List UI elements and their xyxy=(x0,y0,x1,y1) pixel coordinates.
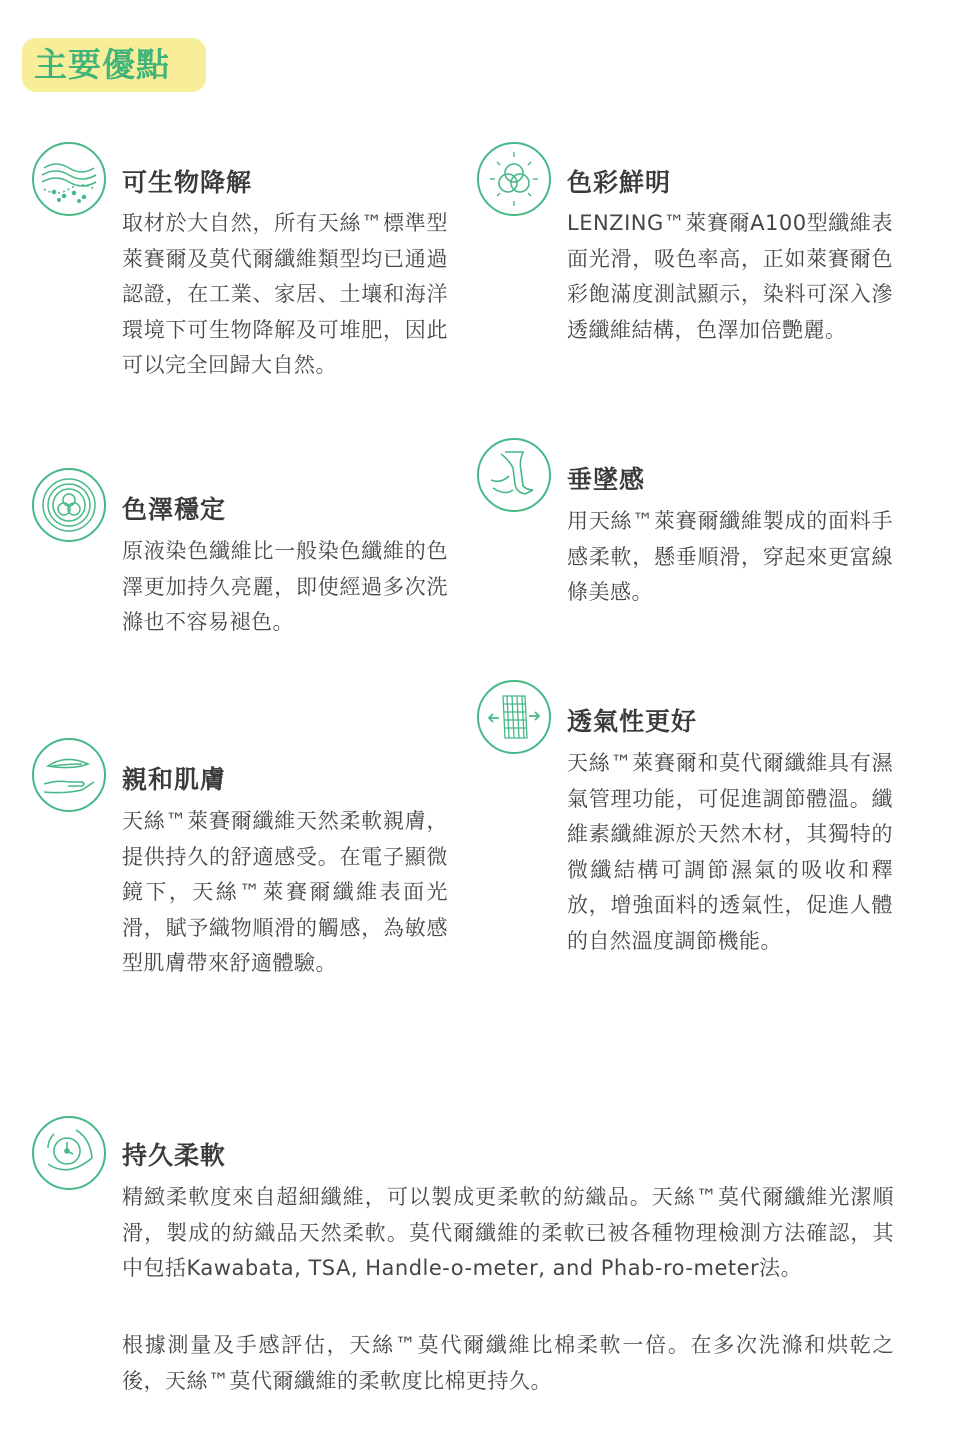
feature-body: 原液染色纖維比一般染色纖維的色澤更加持久亮麗，即使經過多次洗滌也不容易褪色。 xyxy=(122,539,448,634)
feature-heading: 色彩鮮明 xyxy=(567,168,672,197)
breathable-fabric-icon xyxy=(477,680,551,754)
feature-heading: 垂墜感 xyxy=(567,465,646,494)
feature-body-paragraph: 精緻柔軟度來自超細纖維，可以製成更柔軟的紡織品。天絲™莫代爾纖維光潔順滑，製成的紡織品天然柔軟。莫代爾纖維的柔軟已被各種物理檢測方法確認，其中包括Kawabata, TSA, Handle-o-meter, and Phab-ro-meter法。 xyxy=(122,1185,894,1280)
color-stable-icon xyxy=(32,468,106,542)
feature-heading: 親和肌膚 xyxy=(122,765,227,794)
feature-body: 天絲™萊賽爾和莫代爾纖維具有濕氣管理功能，可促進調節體溫。纖維素纖維源於天然木材，其獨特的微纖結構可調節濕氣的吸收和釋放，增強面料的透氣性，促進人體的自然溫度調節機能。 xyxy=(567,751,893,953)
feature-body-paragraph: 根據測量及手感評估，天絲™莫代爾纖維比棉柔軟一倍。在多次洗滌和烘乾之後，天絲™莫代爾纖維的柔軟度比棉更持久。 xyxy=(122,1333,894,1393)
feature-body: LENZING™萊賽爾A100型纖維表面光滑，吸色率高，正如萊賽爾色彩飽滿度測試顯示，染料可深入滲透纖維結構，色澤加倍艷麗。 xyxy=(567,211,893,342)
feature-body: 天絲™萊賽爾纖維天然柔軟親膚，提供持久的舒適感受。在電子顯微鏡下，天絲™萊賽爾纖維表面光滑，賦予織物順滑的觸感，為敏感型肌膚帶來舒適體驗。 xyxy=(122,809,448,975)
feature-body: 取材於大自然，所有天絲™標準型萊賽爾及莫代爾纖維類型均已通過認證，在工業、家居、土壤和海洋環境下可生物降解及可堆肥，因此可以完全回歸大自然。 xyxy=(122,211,448,377)
hand-leaf-icon xyxy=(32,738,106,812)
page-title: 主要優點 xyxy=(22,38,206,92)
feature-body: 用天絲™萊賽爾纖維製成的面料手感柔軟，懸垂順滑，穿起來更富線條美感。 xyxy=(567,509,893,604)
layers-icon xyxy=(32,142,106,216)
drape-fabric-icon xyxy=(477,438,551,512)
feature-heading: 透氣性更好 xyxy=(567,707,698,736)
feature-heading: 持久柔軟 xyxy=(122,1141,227,1170)
color-circles-icon xyxy=(477,142,551,216)
feature-heading: 色澤穩定 xyxy=(122,495,227,524)
feature-heading: 可生物降解 xyxy=(122,168,253,197)
softness-gauge-icon xyxy=(32,1116,106,1190)
